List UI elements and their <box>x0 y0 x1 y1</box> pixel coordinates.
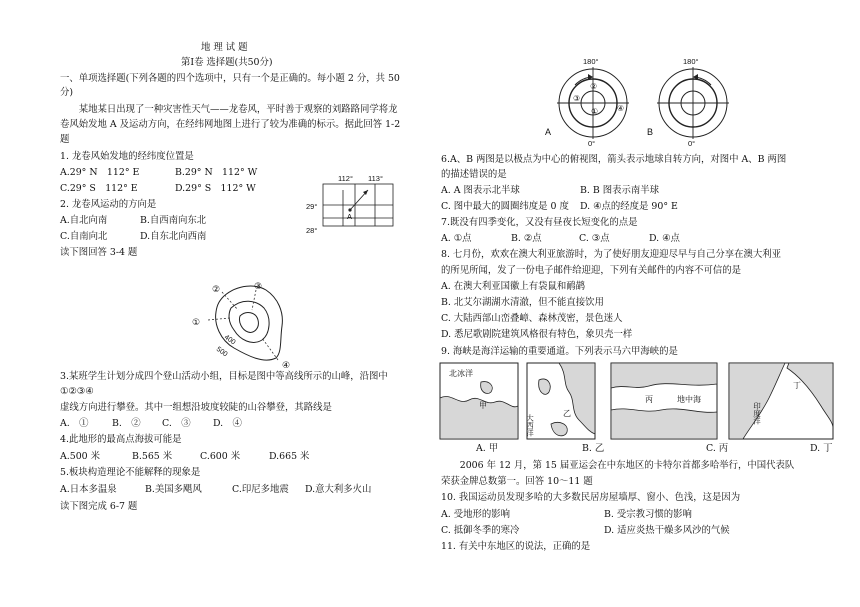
map-yi-mark: 乙 <box>563 409 571 418</box>
a-bottom-longitude: 0° <box>588 139 596 147</box>
q9-option-a[interactable]: A. 甲 <box>476 443 499 454</box>
q7-option-d[interactable]: D. ④点 <box>649 233 680 244</box>
q10-option-d[interactable]: D. 适应炎热干燥多风沙的气候 <box>604 525 730 536</box>
q4-option-c[interactable]: C.600 米 <box>200 451 241 462</box>
route-mark-2: ② <box>212 284 221 294</box>
q9-option-c[interactable]: C. 丙 <box>706 443 729 454</box>
q7-option-c[interactable]: C. ③点 <box>579 233 610 244</box>
route-mark-1: ① <box>192 317 201 327</box>
q5-option-a[interactable]: A.日本多温泉 <box>60 484 117 495</box>
map-yi-sea: 大西洋 <box>525 414 535 437</box>
q10-option-a[interactable]: A. 受地形的影响 <box>441 509 510 520</box>
q6-option-d[interactable]: D. ④点的经度是 90° E <box>580 201 678 212</box>
q10-option-b[interactable]: B. 受宗教习惯的影响 <box>604 509 692 520</box>
q8-option-c[interactable]: C. 大陆西部山峦叠嶂、森林茂密，景色迷人 <box>441 313 623 324</box>
polar-view-a-figure <box>545 55 633 147</box>
q6-7-lead: 读下图完成 6-7 题 <box>60 501 138 512</box>
q6-option-c[interactable]: C. 图中最大的圆圈纬度是 0 度 <box>441 201 569 212</box>
q3-4-lead: 读下图回答 3-4 题 <box>60 247 138 258</box>
map-ding-sea: 印度洋 <box>752 402 762 425</box>
q2-option-b[interactable]: B.自西南向东北 <box>140 215 207 226</box>
q9-option-d[interactable]: D. 丁 <box>810 443 833 454</box>
lon-label-112: 112° <box>338 174 353 183</box>
q8-stem-line-1: 8. 七月份，欢欢在澳大利亚旅游时，为了使好朋友迎迎尽早与自己分享在澳大利亚 <box>441 249 782 260</box>
section-title: 第Ⅰ卷 选择题(共50分) <box>181 57 273 68</box>
q5-option-b[interactable]: B.美国多飓风 <box>145 484 202 495</box>
lat-label-29: 29° <box>306 202 318 211</box>
q4-option-b[interactable]: B.565 米 <box>132 451 173 462</box>
lon-label-113: 113° <box>368 174 383 183</box>
q2-option-a[interactable]: A.自北向南 <box>60 215 108 226</box>
a-mark-2: ② <box>590 82 598 91</box>
b-top-longitude: 180° <box>683 57 699 66</box>
lat-label-28: 28° <box>306 226 318 235</box>
map-bing-mark: 丙 <box>645 395 653 404</box>
instruction-line-2: 分) <box>60 87 74 98</box>
q6-option-a[interactable]: A. A 图表示北半球 <box>441 185 520 196</box>
passage-line-1: 某地某日出现了一种灾害性天气——龙卷风，平时善于观察的刘路路同学将龙 <box>60 104 398 115</box>
q6-option-b[interactable]: B. B 图表示南半球 <box>580 185 659 196</box>
q8-option-b[interactable]: B. 北艾尔湖湖水清澈，但不能直接饮用 <box>441 297 604 308</box>
q7-option-b[interactable]: B. ②点 <box>511 233 542 244</box>
elevation-500-label: 500 <box>214 345 229 359</box>
q2-option-d[interactable]: D.自东北向西南 <box>140 231 207 242</box>
instruction-line-1: 一、单项选择题(下列各题的四个选项中，只有一个是正确的。每小题 2 分，共 50 <box>60 73 400 84</box>
a-mark-4: ④ <box>617 104 625 113</box>
q9-option-b[interactable]: B. 乙 <box>582 443 605 454</box>
q8-option-d[interactable]: D. 悉尼歌剧院建筑风格很有特色，象贝壳一样 <box>441 329 633 340</box>
q3-option-a[interactable]: A. ① <box>60 418 89 429</box>
q1-option-d[interactable]: D.29° S 112° W <box>175 183 256 194</box>
lat-long-grid-figure <box>300 170 410 242</box>
q5-stem: 5.板块构造理论不能解释的现象是 <box>60 467 201 478</box>
passage-line-3: 题 <box>60 134 70 145</box>
map-bing-sea: 地中海 <box>677 395 701 404</box>
q10-option-c[interactable]: C. 抵御冬季的寒冷 <box>441 525 520 536</box>
passage-doha-line-1: 2006 年 12 月，第 15 届亚运会在中东地区的卡特尔首都多哈举行，中国代表队 <box>441 460 795 471</box>
q5-option-c[interactable]: C.印尼多地震 <box>232 484 289 495</box>
a-label: A <box>545 127 552 137</box>
q2-option-c[interactable]: C.自南向北 <box>60 231 108 242</box>
q7-option-a[interactable]: A. ①点 <box>441 233 472 244</box>
map-jia-sea: 北冰洋 <box>449 369 473 378</box>
contour-map-figure <box>186 280 298 370</box>
q1-option-b[interactable]: B.29° N 112° W <box>175 167 258 178</box>
polar-view-b-figure <box>645 55 733 147</box>
q3-stem-line-1: 3.某班学生计划分成四个登山活动小组，目标是图中等高线所示的山峰，沿图中 <box>60 371 388 382</box>
q8-option-a[interactable]: A. 在澳大利亚国徽上有袋鼠和鸸鹋 <box>441 281 585 292</box>
q4-option-a[interactable]: A.500 米 <box>60 451 100 462</box>
q8-stem-line-2: 的所见所闻，发了一份电子邮件给迎迎，下列有关邮件的内容不可信的是 <box>441 265 742 276</box>
strait-maps-figure <box>439 362 835 440</box>
a-mark-1: ① <box>591 107 599 116</box>
q1-option-c[interactable]: C.29° S 112° E <box>60 183 138 194</box>
point-a-label: A <box>347 212 353 221</box>
q3-option-d[interactable]: D. ④ <box>213 418 242 429</box>
b-bottom-longitude: 0° <box>688 139 696 147</box>
passage-line-2: 卷风始发地 A 及运动方向，在经纬网地图上进行了较为准确的标示。据此回答 1-2 <box>60 119 401 130</box>
q3-stem-line-2: ①②③④ <box>60 386 94 397</box>
q4-stem: 4.此地形的最高点海拔可能是 <box>60 434 182 445</box>
q2-stem: 2. 龙卷风运动的方向是 <box>60 199 157 210</box>
q6-stem-line-2: 的描述错误的是 <box>441 169 507 180</box>
passage-doha-line-2: 荣获金牌总数第一。回答 10～11 题 <box>441 476 593 487</box>
route-mark-3: ③ <box>254 281 263 291</box>
route-mark-4: ④ <box>282 360 291 370</box>
map-ding-mark: 丁 <box>793 381 801 390</box>
q7-stem: 7.既没有四季变化，又没有昼夜长短变化的点是 <box>441 217 638 228</box>
a-top-longitude: 180° <box>583 57 599 66</box>
q3-stem-line-3: 虚线方向进行攀登。其中一组想沿坡度较陡的山谷攀登，其路线是 <box>60 402 332 413</box>
q1-option-a[interactable]: A.29° N 112° E <box>60 167 140 178</box>
paper-title: 地 理 试 题 <box>201 42 248 53</box>
q11-stem: 11. 有关中东地区的说法，正确的是 <box>441 541 591 552</box>
q1-stem: 1. 龙卷风始发地的经纬度位置是 <box>60 151 194 162</box>
q6-stem-line-1: 6.A、B 两图是以极点为中心的俯视图，箭头表示地球自转方向，对图中 A、B 两图 <box>441 154 787 165</box>
q3-option-b[interactable]: B. ② <box>112 418 141 429</box>
b-label: B <box>647 127 654 137</box>
map-jia-mark: 甲 <box>479 401 487 410</box>
q3-option-c[interactable]: C. ③ <box>162 418 191 429</box>
q10-stem: 10. 我国运动员发现多哈的大多数民居房屋墙厚、窗小、色浅，这是因为 <box>441 492 741 503</box>
q4-option-d[interactable]: D.665 米 <box>269 451 310 462</box>
a-mark-3: ③ <box>573 94 581 103</box>
q9-stem: 9. 海峡是海洋运输的重要通道。下列表示马六甲海峡的是 <box>441 346 678 357</box>
elevation-400-label: 400 <box>222 333 237 347</box>
q5-option-d[interactable]: D.意大利多火山 <box>305 484 372 495</box>
